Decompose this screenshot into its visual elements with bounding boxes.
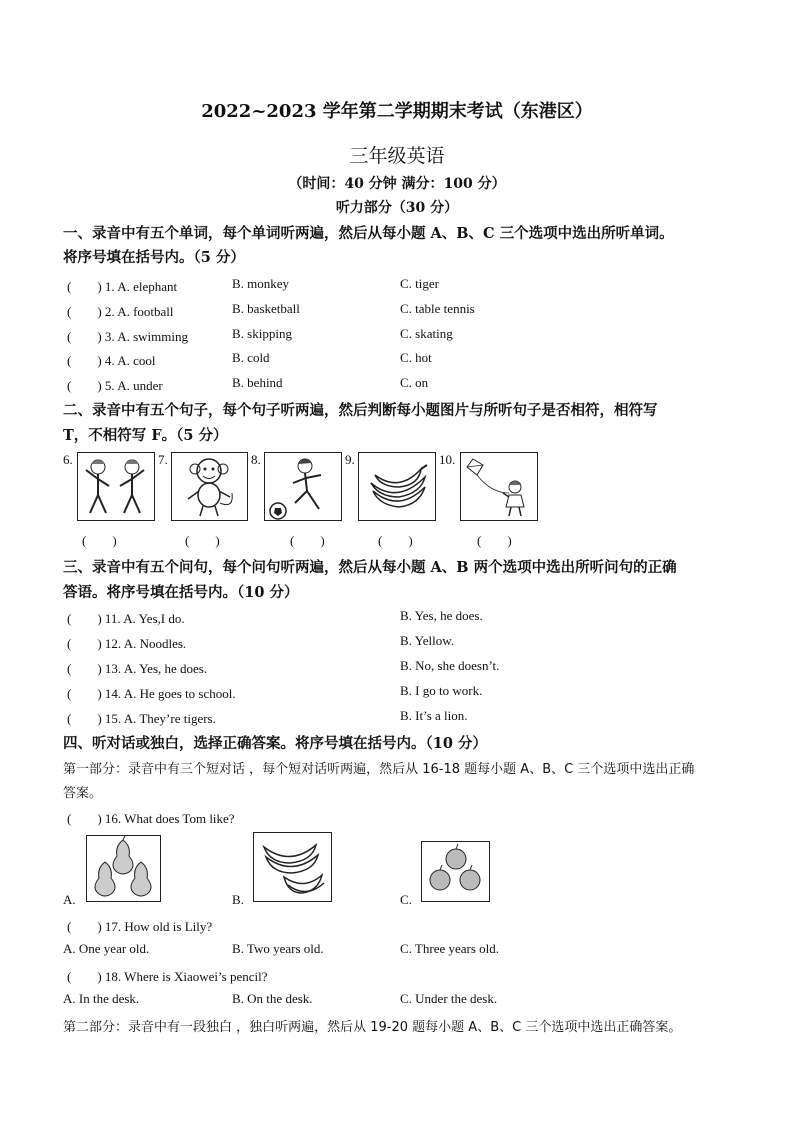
q4-option-c: C. hot — [400, 350, 432, 365]
pears-icon — [86, 835, 161, 902]
q5-option-b: B. behind — [232, 375, 283, 390]
listening-part-title: 听力部分（30 分） — [335, 200, 459, 216]
bananas-icon — [358, 452, 436, 521]
section4-part2: 第二部分：录音中有一段独白 ，独白听两遍，然后从 19-20 题每小题 A、B、C 三个选项中选出正确答案。 — [63, 1020, 682, 1035]
apples-icon — [421, 841, 490, 902]
q18-option-c: C. Under the desk. — [400, 991, 498, 1006]
q7-answer-blank[interactable]: ( ) — [185, 533, 220, 548]
q3-option-c: C. skating — [400, 326, 453, 341]
bananas-icon — [253, 832, 332, 902]
section1-heading-line2: 将序号填在括号内。（5 分） — [63, 249, 245, 266]
q15-option-a: ( ) 15. A. They’re tigers. — [67, 711, 216, 726]
q13-option-b: B. No, she doesn’t. — [400, 658, 500, 673]
exam-title: 2022~2023 学年第二学期期末考试（东港区） — [201, 101, 593, 122]
q5-option-a: ( ) 5. A. under — [67, 378, 163, 393]
q18-option-a: A. In the desk. — [63, 991, 140, 1006]
q3-option-b: B. skipping — [232, 326, 292, 341]
q11-option-a: ( ) 11. A. Yes,I do. — [67, 611, 185, 626]
q6-number: 6. — [63, 452, 73, 467]
section3-heading-line2: 答语。将序号填在括号内。（10 分） — [63, 584, 299, 601]
q15-option-b: B. It’s a lion. — [400, 708, 468, 723]
q18-question: ( ) 18. Where is Xiaowei’s pencil? — [67, 969, 268, 984]
q17-question: ( ) 17. How old is Lily? — [67, 919, 213, 934]
girl-kite-icon — [460, 452, 538, 521]
q18-option-b: B. On the desk. — [232, 991, 313, 1006]
q2-option-a: ( ) 2. A. football — [67, 304, 174, 319]
q16-question: ( ) 16. What does Tom like? — [67, 811, 235, 826]
section4-part1-line1: 第一部分：录音中有三个短对话 ，每个短对话听两遍，然后从 16-18 题每小题 A、B、C 三个选项中选出正确 — [63, 762, 695, 777]
q5-option-c: C. on — [400, 375, 429, 390]
section4-part1-line2: 答案。 — [63, 786, 103, 801]
q10-number: 10. — [439, 452, 456, 467]
q16-option-a-label: A. — [63, 892, 76, 907]
q17-option-a: A. One year old. — [63, 941, 150, 956]
section2-heading-line1: 二、录音中有五个句子，每个句子听两遍，然后判断每小题图片与所听句子是否相符，相符写 — [63, 402, 658, 419]
q10-answer-blank[interactable]: ( ) — [477, 533, 512, 548]
q14-option-b: B. I go to work. — [400, 683, 483, 698]
monkey-icon — [171, 452, 248, 521]
q1-option-c: C. tiger — [400, 276, 439, 291]
q12-option-a: ( ) 12. A. Noodles. — [67, 636, 187, 651]
section3-heading-line1: 三、录音中有五个问句，每个问句听两遍，然后从每小题 A、B 两个选项中选出所听问句的正确 — [63, 559, 677, 576]
q13-option-a: ( ) 13. A. Yes, he does. — [67, 661, 208, 676]
q6-answer-blank[interactable]: ( ) — [82, 533, 117, 548]
boy-football-icon — [264, 452, 342, 521]
q16-option-c-label: C. — [400, 892, 412, 907]
q11-option-b: B. Yes, he does. — [400, 608, 483, 623]
q12-option-b: B. Yellow. — [400, 633, 455, 648]
q16-option-b-label: B. — [232, 892, 244, 907]
q3-option-a: ( ) 3. A. swimming — [67, 329, 188, 344]
q4-option-b: B. cold — [232, 350, 270, 365]
exam-subtitle: 三年级英语 — [349, 145, 445, 167]
q9-number: 9. — [345, 452, 355, 467]
q2-option-c: C. table tennis — [400, 301, 475, 316]
q14-option-a: ( ) 14. A. He goes to school. — [67, 686, 236, 701]
children-exercising-icon — [77, 452, 155, 521]
q4-option-a: ( ) 4. A. cool — [67, 353, 156, 368]
q8-number: 8. — [251, 452, 261, 467]
q7-number: 7. — [158, 452, 168, 467]
q9-answer-blank[interactable]: ( ) — [378, 533, 413, 548]
q17-option-c: C. Three years old. — [400, 941, 500, 956]
q17-option-b: B. Two years old. — [232, 941, 324, 956]
q1-option-b: B. monkey — [232, 276, 290, 291]
q2-option-b: B. basketball — [232, 301, 300, 316]
section1-heading-line1: 一、录音中有五个单词，每个单词听两遍，然后从每小题 A、B、C 三个选项中选出所听单词。 — [63, 225, 674, 242]
exam-info: （时间：40 分钟 满分：100 分） — [288, 176, 506, 192]
q1-option-a: ( ) 1. A. elephant — [67, 279, 178, 294]
section2-heading-line2: T，不相符写 F。（5 分） — [63, 427, 228, 444]
section4-heading: 四、听对话或独白，选择正确答案。将序号填在括号内。（10 分） — [63, 735, 487, 752]
q8-answer-blank[interactable]: ( ) — [290, 533, 325, 548]
